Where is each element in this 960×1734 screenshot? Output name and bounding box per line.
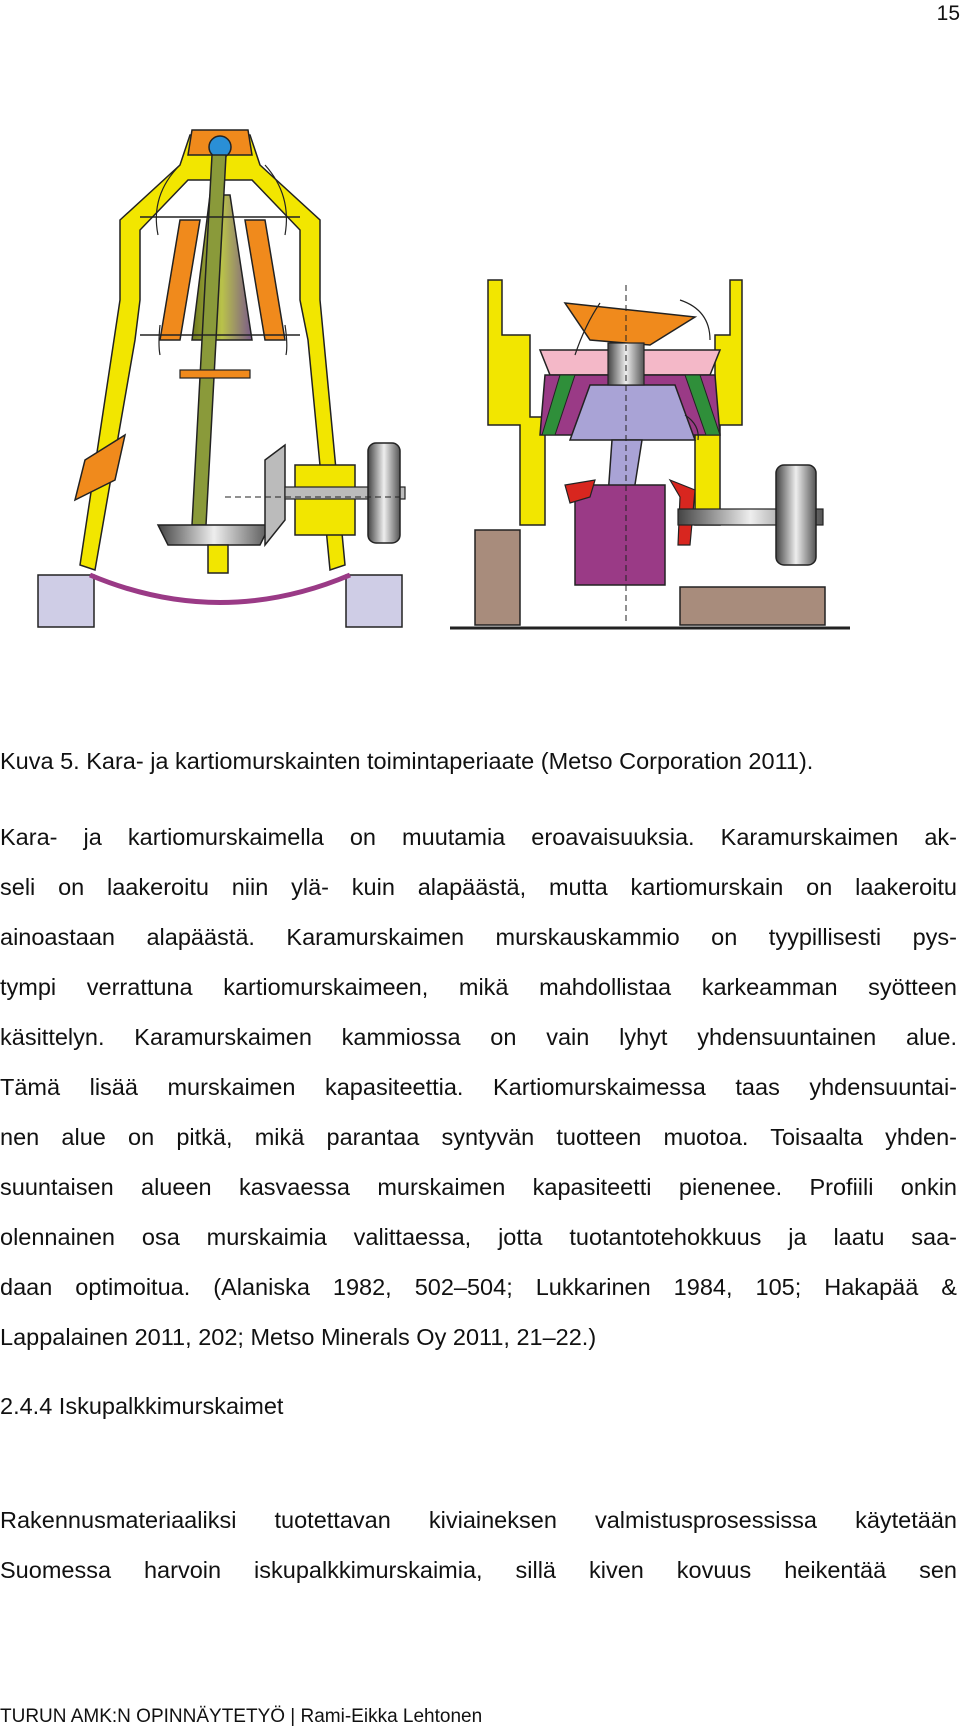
paragraph-1-line: Tämä lisää murskaimen kapasiteettia. Kartiomurskaimessa taas yhdensuuntai- bbox=[0, 1074, 957, 1100]
right-liner bbox=[245, 220, 285, 340]
page-footer: TURUN AMK:N OPINNÄYTETYÖ | Rami-Eikka Lehtonen bbox=[0, 1706, 483, 1727]
crusher-diagram bbox=[30, 125, 960, 705]
bevel-gear bbox=[158, 525, 270, 545]
eccentric bbox=[575, 485, 665, 585]
paragraph-1-line: ainoastaan alapäästä. Karamurskaimen murskauskammio on tyypillisesti pys- bbox=[0, 924, 957, 950]
section-heading: 2.4.4 Iskupalkkimurskaimet bbox=[0, 1393, 284, 1419]
mantle bbox=[570, 385, 695, 440]
paragraph-2 bbox=[0, 1495, 957, 1595]
cone-crusher-illustration bbox=[450, 280, 850, 628]
gyratory-crusher-illustration bbox=[38, 130, 405, 627]
figure-caption: Kuva 5. Kara- ja kartiomurskainten toimintaperiaate (Metso Corporation 2011). bbox=[0, 748, 814, 774]
paragraph-2-line: Rakennusmateriaaliksi tuotettavan kiviaineksen valmistusprosessissa käytetään bbox=[0, 1507, 957, 1533]
paragraph-1-line: olennainen osa murskaimia valittaessa, jotta tuotantotehokkuus ja laatu saa- bbox=[0, 1224, 957, 1250]
left-base-block bbox=[38, 575, 94, 627]
paragraph-1 bbox=[0, 812, 957, 1362]
right-flywheel bbox=[776, 465, 816, 565]
paragraph-1-line: seli on laakeroitu niin ylä- kuin alapäästä, mutta kartiomurskain on laakeroitu bbox=[0, 874, 957, 900]
paragraph-1-line: tympi verrattuna kartiomurskaimeen, mikä mahdollistaa karkeamman syötteen bbox=[0, 974, 957, 1000]
paragraph-1-line: Lappalainen 2011, 202; Metso Minerals Oy 2011, 21–22.) bbox=[0, 1324, 597, 1350]
paragraph-1-line: Kara- ja kartiomurskaimella on muutamia eroavaisuuksia. Karamurskaimen ak- bbox=[0, 824, 957, 850]
bottom-arc bbox=[90, 575, 350, 603]
eccentric-plate bbox=[180, 370, 250, 378]
cone-frame bbox=[488, 280, 545, 525]
left-flywheel bbox=[368, 443, 400, 543]
paragraph-1-line: nen alue on pitkä, mikä parantaa syntyvän tuotteen muotoa. Toisaalta yhden- bbox=[0, 1124, 957, 1150]
gear-hub bbox=[208, 545, 228, 573]
cone-right-base bbox=[680, 587, 825, 625]
paragraph-1-line: daan optimoitua. (Alaniska 1982, 502–504; Lukkarinen 1984, 105; Hakapää & bbox=[0, 1274, 957, 1300]
paragraph-1-line: suuntaisen alueen kasvaessa murskaimen kapasiteetti pienenee. Profiili onkin bbox=[0, 1174, 957, 1200]
right-base-block bbox=[346, 575, 402, 627]
paragraph-1-line: käsittelyn. Karamurskaimen kammiossa on vain lyhyt yhdensuuntainen alue. bbox=[0, 1024, 957, 1050]
drive-housing bbox=[295, 465, 355, 535]
pinion bbox=[265, 445, 285, 545]
cone-left-base bbox=[475, 530, 520, 625]
paragraph-2-line: Suomessa harvoin iskupalkkimurskaimia, sillä kiven kovuus heikentää sen bbox=[0, 1557, 957, 1583]
page-number: 15 bbox=[936, 2, 960, 25]
feed-plate bbox=[565, 303, 695, 345]
